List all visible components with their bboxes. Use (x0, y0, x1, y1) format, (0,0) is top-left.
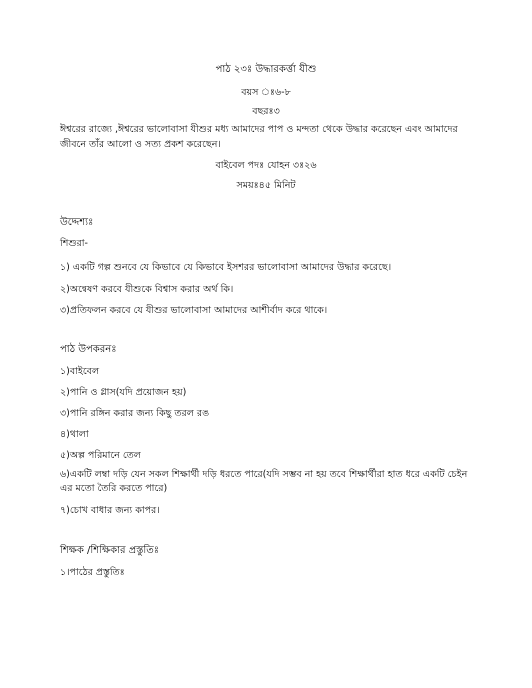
lesson-year: বছরঃ৩ (252, 106, 280, 117)
objective-item: ২)অন্বেষণ করবে যীশুকে বিশ্বাস করার অর্থ কি। (60, 284, 234, 295)
lesson-duration: সময়ঃ৪৫ মিনিট (236, 180, 296, 191)
objective-item: ১) একটি গল্প শুনবে যে কিভাবে যে কিভাবে ইসশরর ভালোবাসা আমাদের উদ্ধার করেছে। (60, 262, 392, 273)
teacher-prep-item: ১।পাঠের প্রস্তুতিঃ (60, 567, 125, 578)
material-item: ৬)একটি লম্বা দড়ি যেন সকল শিক্ষার্থী দড়ি ধরতে পারে(যদি সম্ভব না হয় তবে শিক্ষার্থীরা হাত ধরে একটি চেইন এর মতো তৈরি করতে পারে) (60, 469, 468, 494)
material-item: ৪)থালা (60, 429, 89, 440)
age-range: বয়স ঃ৬-৮ (241, 87, 291, 98)
material-item: ২)পানি ও গ্লাস(যদি প্রয়োজন হয়) (60, 387, 187, 398)
objectives-subheading: শিশুরা- (60, 238, 88, 249)
lesson-intro: ঈশ্বরের রাজ্যে ,ঈশ্বরের ভালোবাসা যীশুর মধ্য আমাদের পাপ ও মন্দতা থেকে উদ্ধার করেছেন এবং আমাদের জীবনে তাঁর আলো ও সত্য প্রকশ করেছেন। (60, 124, 458, 150)
teacher-prep-heading: শিক্ষক /শিক্ষিকার প্রস্তুতিঃ (60, 545, 160, 556)
material-item: ৫)অল্প পরিমানে তেল (60, 450, 141, 461)
objectives-heading: উদ্দেশ্যঃ (60, 217, 94, 228)
material-item: ৭)চোখ বাধার জন্য কাপর। (60, 505, 160, 516)
objective-item: ৩)প্রতিফলন করবে যে যীশুর ভালোবাসা আমাদের আশীর্বাদ করে থাকে। (60, 305, 328, 316)
bible-verse: বাইবেল পদঃ যোহন ৩ঃ২৬ (215, 160, 317, 171)
materials-heading: পাঠ উপকরনঃ (60, 344, 117, 355)
lesson-title: পাঠ ২৩ঃ উদ্ধারকর্ত্তা যীশু (215, 64, 317, 75)
material-item: ৩)পানি রঙ্গিন করার জন্য কিছু তরল রঙ (60, 408, 210, 419)
material-item: ১)বাইবেল (60, 366, 100, 377)
